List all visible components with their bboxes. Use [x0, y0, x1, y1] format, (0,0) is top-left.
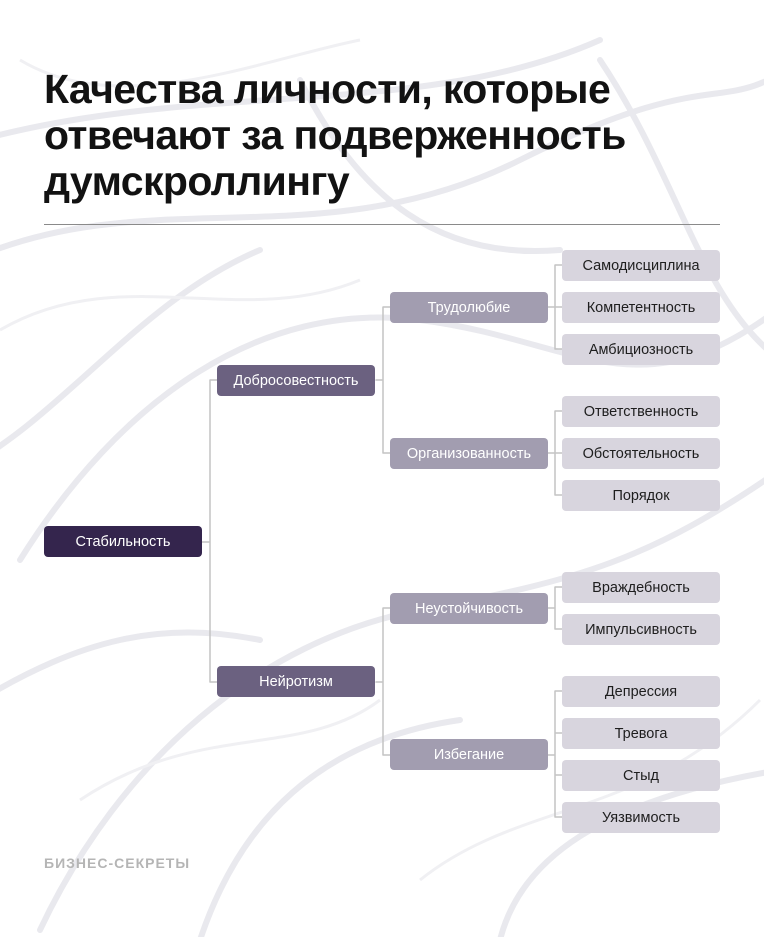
connector-root	[202, 380, 217, 682]
node-volatility: Неустойчивость	[390, 593, 548, 624]
leaf-depression: Депрессия	[562, 676, 720, 707]
connector-group-2	[548, 411, 562, 495]
node-root-stability: Стабильность	[44, 526, 202, 557]
leaf-self-discipline: Самодисциплина	[562, 250, 720, 281]
leaf-competence: Компетентность	[562, 292, 720, 323]
leaf-responsibility: Ответственность	[562, 396, 720, 427]
leaf-shame: Стыд	[562, 760, 720, 791]
leaf-thoroughness: Обстоятельность	[562, 438, 720, 469]
connector-branch-2	[376, 608, 390, 755]
node-conscientiousness: Добросовестность	[217, 365, 375, 396]
connector-group-4	[548, 691, 562, 817]
title-divider	[44, 224, 720, 225]
leaf-hostility: Враждебность	[562, 572, 720, 603]
node-industriousness: Трудолюбие	[390, 292, 548, 323]
node-orderliness: Организованность	[390, 438, 548, 469]
leaf-anxiety: Тревога	[562, 718, 720, 749]
node-withdrawal: Избегание	[390, 739, 548, 770]
brand-logo-text: БИЗНЕС-СЕКРЕТЫ	[44, 855, 191, 871]
leaf-vulnerability: Уязвимость	[562, 802, 720, 833]
connector-branch-1	[376, 307, 390, 453]
node-neuroticism: Нейротизм	[217, 666, 375, 697]
connector-group-3	[548, 587, 562, 629]
connector-group-1	[548, 265, 562, 349]
leaf-order: Порядок	[562, 480, 720, 511]
leaf-impulsivity: Импульсивность	[562, 614, 720, 645]
page-title: Качества личности, которые отвечают за подверженность думскроллингу	[44, 66, 626, 204]
leaf-ambition: Амбициозность	[562, 334, 720, 365]
